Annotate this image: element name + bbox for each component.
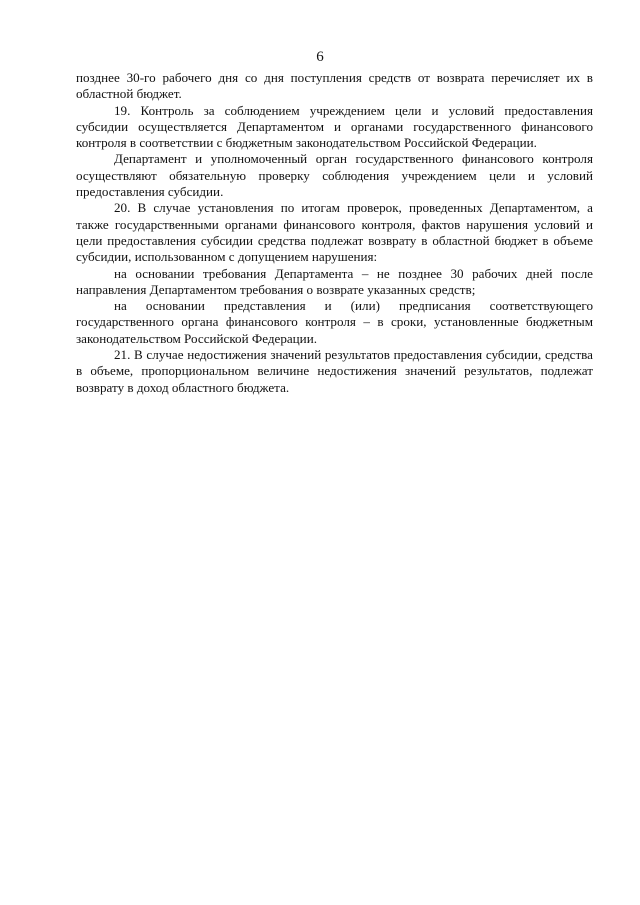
paragraph-20: 20. В случае установления по итогам проверок, проведенных Департаментом, а также государственными органами финансового контроля, фактов нарушения условий и цели предоставления субсидии средства подлежат возврату в областной бюджет в объеме субсидии, использованном с допущением нарушения: [76, 200, 593, 265]
paragraph-continuation: позднее 30-го рабочего дня со дня поступления средств от возврата перечисляет их в областной бюджет. [76, 70, 593, 102]
paragraph-19: 19. Контроль за соблюдением учреждением цели и условий предоставления субсидии осуществляется Департаментом и органами государственного финансового контроля в соответствии с бюджетным законодательством Российской Федерации. [76, 102, 593, 151]
page-number: 6 [316, 49, 324, 65]
paragraph-21: 21. В случае недостижения значений результатов предоставления субсидии, средства в объеме, пропорциональном величине недостижения значений результатов, подлежат возврату в доход областного бюджета. [76, 347, 593, 395]
paragraph-20-control-body-requirement: на основании представления и (или) предписания соответствующего государственного органа финансового контроля – в сроки, установленные бюджетным законодательством Российской Федерации. [76, 298, 593, 346]
document-body [76, 70, 593, 396]
paragraph-19-inspection: Департамент и уполномоченный орган государственного финансового контроля осуществляют обязательную проверку соблюдения учреждением цели и условий предоставления субсидии. [76, 151, 593, 200]
paragraph-20-department-requirement: на основании требования Департамента – не позднее 30 рабочих дней после направления Департаментом требования о возврате указанных средств; [76, 265, 593, 297]
